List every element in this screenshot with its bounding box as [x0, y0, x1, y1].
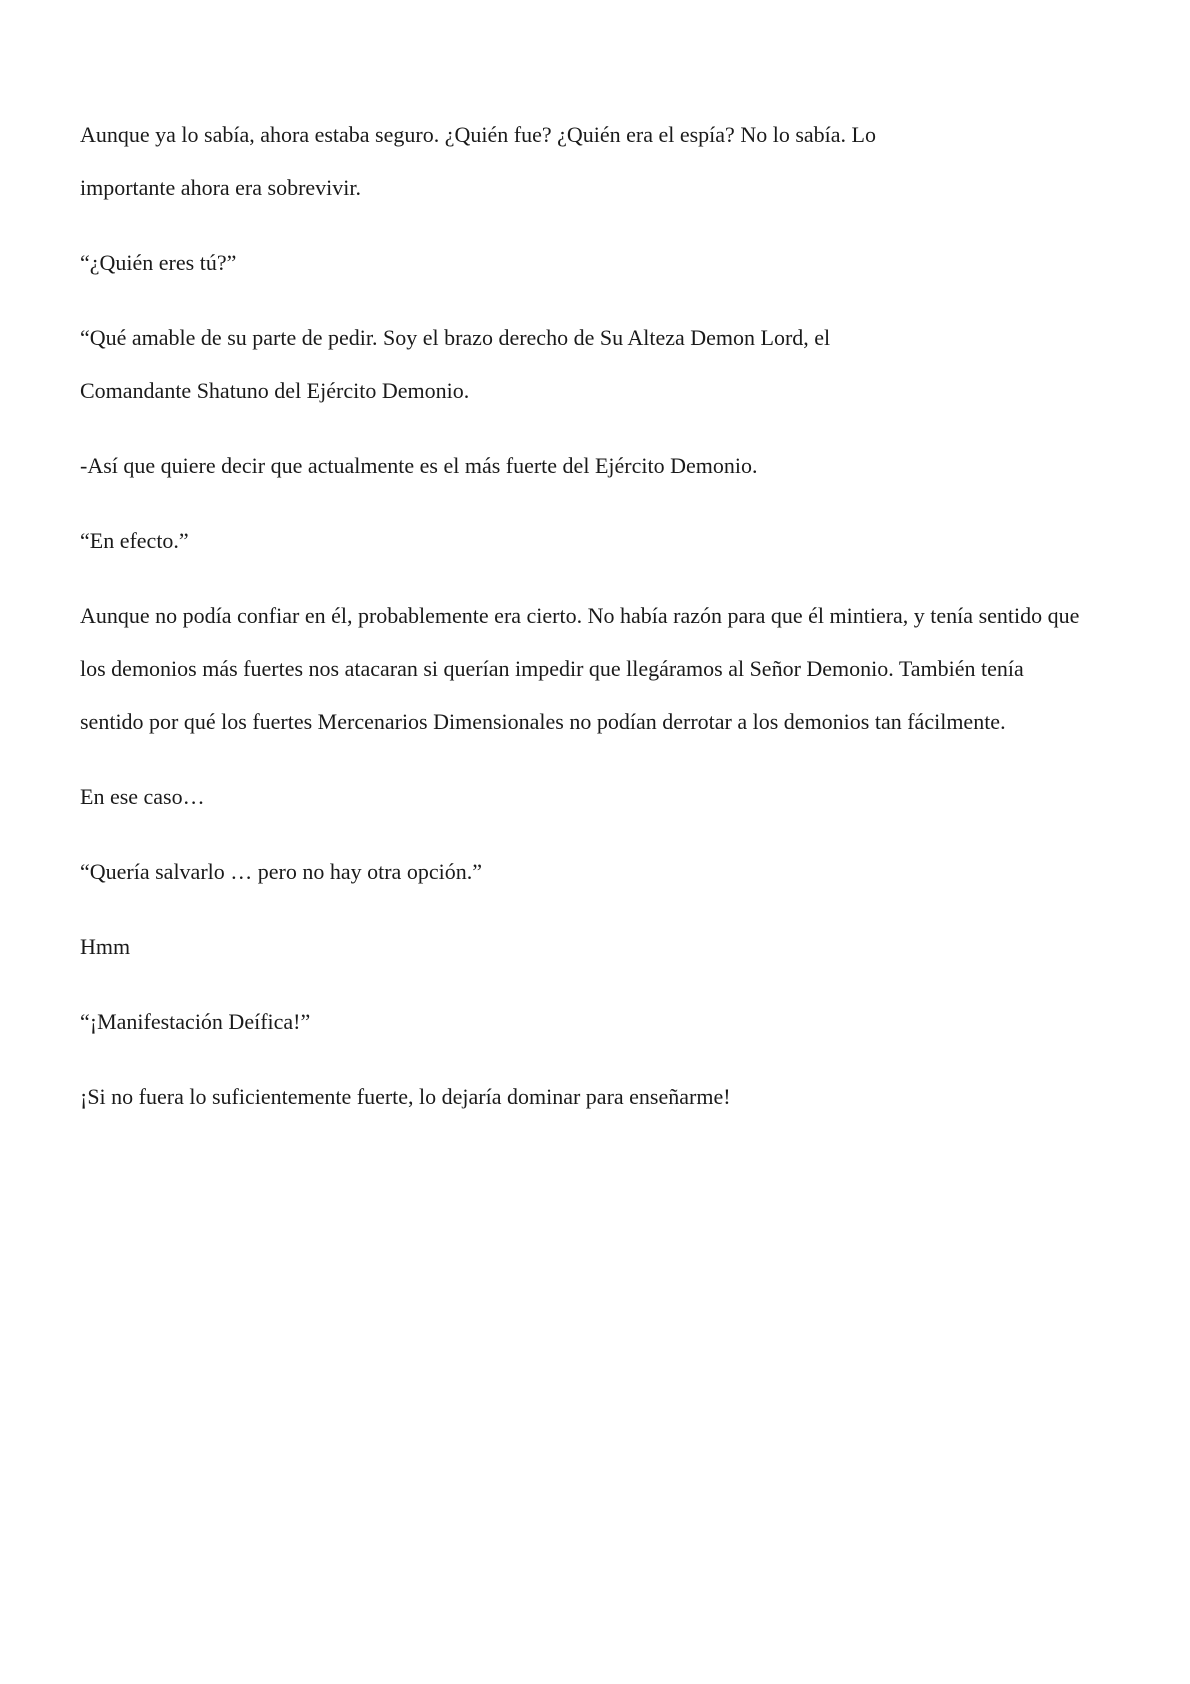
paragraph-1: Aunque ya lo sabía, ahora estaba seguro. ¿Quién fue? ¿Quién era el espía? No lo sabía. Lo importante ahora era sobrevivir. [80, 122, 876, 200]
paragraph-6: Aunque no podía confiar en él, probablemente era cierto. No había razón para que él mintiera, y tenía sentido que los demonios más fuertes nos atacaran si querían impedir que llegáramos al Señor Demonio. También tenía sentido por qué los fuertes Mercenarios Dimensionales no podían derrotar a los demonios tan fácilmente. [80, 603, 1080, 734]
paragraph-9: Hmm [80, 934, 131, 959]
paragraph-4: -Así que quiere decir que actualmente es el más fuerte del Ejército Demonio. [80, 453, 758, 478]
paragraph-11: ¡Si no fuera lo suficientemente fuerte, lo dejaría dominar para enseñarme! [80, 1084, 731, 1109]
document-body [80, 108, 1090, 1145]
paragraph-7: En ese caso… [80, 784, 205, 809]
paragraph-2: “¿Quién eres tú?” [80, 250, 237, 275]
paragraph-3: “Qué amable de su parte de pedir. Soy el brazo derecho de Su Alteza Demon Lord, el Comandante Shatuno del Ejército Demonio. [80, 325, 831, 403]
paragraph-5: “En efecto.” [80, 528, 189, 553]
paragraph-10: “¡Manifestación Deífica!” [80, 1009, 311, 1034]
paragraph-8: “Quería salvarlo … pero no hay otra opción.” [80, 859, 482, 884]
